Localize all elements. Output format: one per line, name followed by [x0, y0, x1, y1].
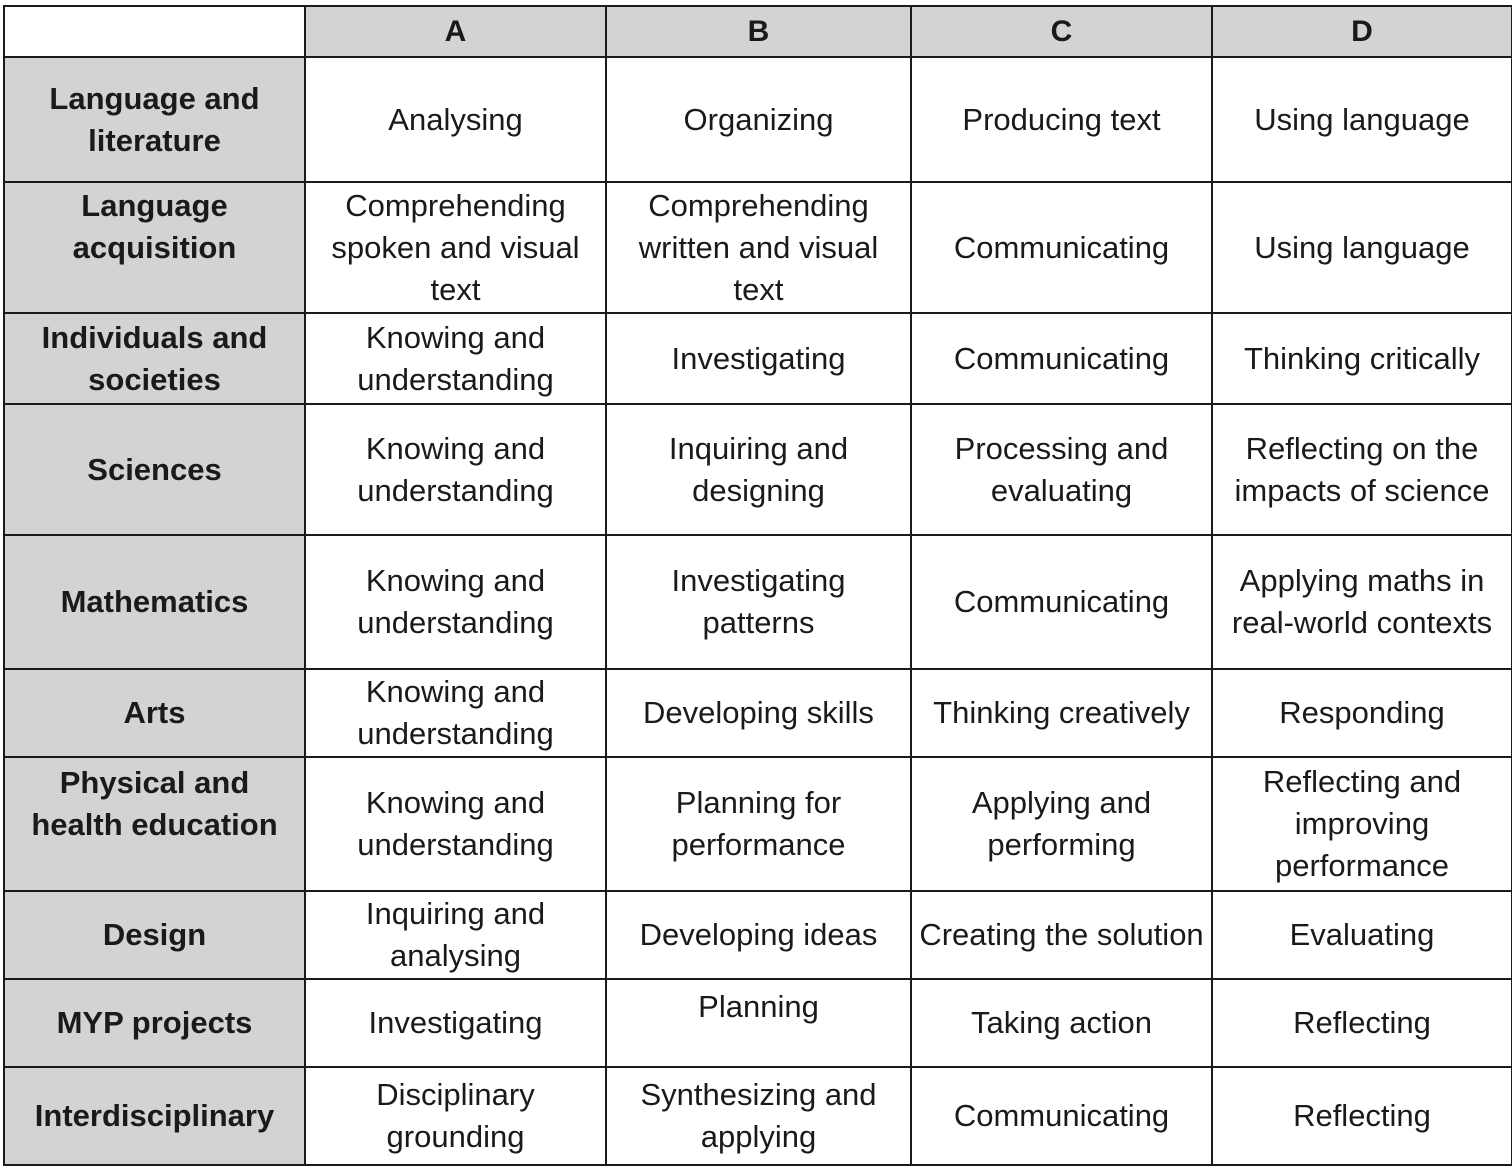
- column-header-c: C: [911, 6, 1212, 57]
- table-cell: Inquiring and analysing: [305, 891, 606, 979]
- table-cell: Comprehending spoken and visual text: [305, 182, 606, 313]
- table-row: [4, 891, 1512, 979]
- table-cell: Analysing: [305, 57, 606, 182]
- row-header: Arts: [4, 669, 305, 757]
- header-row: [4, 6, 1512, 57]
- table-cell: Reflecting on the impacts of science: [1212, 404, 1512, 535]
- table-cell: Disciplinary grounding: [305, 1067, 606, 1165]
- table-cell: Thinking critically: [1212, 313, 1512, 404]
- row-header: Individuals and societies: [4, 313, 305, 404]
- table-row: [4, 757, 1512, 891]
- row-header: Design: [4, 891, 305, 979]
- table-row: [4, 57, 1512, 182]
- column-header-d: D: [1212, 6, 1512, 57]
- row-header: MYP projects: [4, 979, 305, 1067]
- table-cell: Applying and performing: [911, 757, 1212, 891]
- table-row: [4, 313, 1512, 404]
- corner-cell: [4, 6, 305, 57]
- criteria-table: [3, 5, 1512, 1166]
- row-header: Sciences: [4, 404, 305, 535]
- table-cell: Producing text: [911, 57, 1212, 182]
- table-cell: Knowing and understanding: [305, 404, 606, 535]
- table-cell: Knowing and understanding: [305, 535, 606, 669]
- table-cell: Knowing and understanding: [305, 313, 606, 404]
- table-cell: Communicating: [911, 1067, 1212, 1165]
- table-cell: Responding: [1212, 669, 1512, 757]
- row-header: Language and literature: [4, 57, 305, 182]
- table-cell: Reflecting and improving performance: [1212, 757, 1512, 891]
- table-cell: Knowing and understanding: [305, 669, 606, 757]
- table-cell: Investigating: [606, 313, 911, 404]
- table-cell: Communicating: [911, 535, 1212, 669]
- table-cell: Taking action: [911, 979, 1212, 1067]
- row-header: Interdisciplinary: [4, 1067, 305, 1165]
- table-cell: Applying maths in real-world contexts: [1212, 535, 1512, 669]
- table-cell: Using language: [1212, 57, 1512, 182]
- table-cell: Investigating: [305, 979, 606, 1067]
- table-cell: Thinking creatively: [911, 669, 1212, 757]
- table-cell: Using language: [1212, 182, 1512, 313]
- table-row: [4, 669, 1512, 757]
- table-row: [4, 182, 1512, 313]
- column-header-b: B: [606, 6, 911, 57]
- table-cell: Evaluating: [1212, 891, 1512, 979]
- row-header: Physical and health education: [4, 757, 305, 891]
- table-cell: Planning: [606, 979, 911, 1067]
- row-header: Mathematics: [4, 535, 305, 669]
- table-cell: Organizing: [606, 57, 911, 182]
- table-cell: Comprehending written and visual text: [606, 182, 911, 313]
- table-cell: Reflecting: [1212, 979, 1512, 1067]
- column-header-a: A: [305, 6, 606, 57]
- table-cell: Communicating: [911, 182, 1212, 313]
- table-row: [4, 535, 1512, 669]
- row-header: Language acquisition: [4, 182, 305, 313]
- table-cell: Reflecting: [1212, 1067, 1512, 1165]
- table-cell: Developing ideas: [606, 891, 911, 979]
- table-row: [4, 1067, 1512, 1165]
- table-row: [4, 404, 1512, 535]
- table-cell: Knowing and understanding: [305, 757, 606, 891]
- table-cell: Inquiring and designing: [606, 404, 911, 535]
- table-cell: Planning for performance: [606, 757, 911, 891]
- table-cell: Investigating patterns: [606, 535, 911, 669]
- table-cell: Synthesizing and applying: [606, 1067, 911, 1165]
- table-cell: Developing skills: [606, 669, 911, 757]
- table-row: [4, 979, 1512, 1067]
- table-cell: Processing and evaluating: [911, 404, 1212, 535]
- table-cell: Creating the solution: [911, 891, 1212, 979]
- table-cell: Communicating: [911, 313, 1212, 404]
